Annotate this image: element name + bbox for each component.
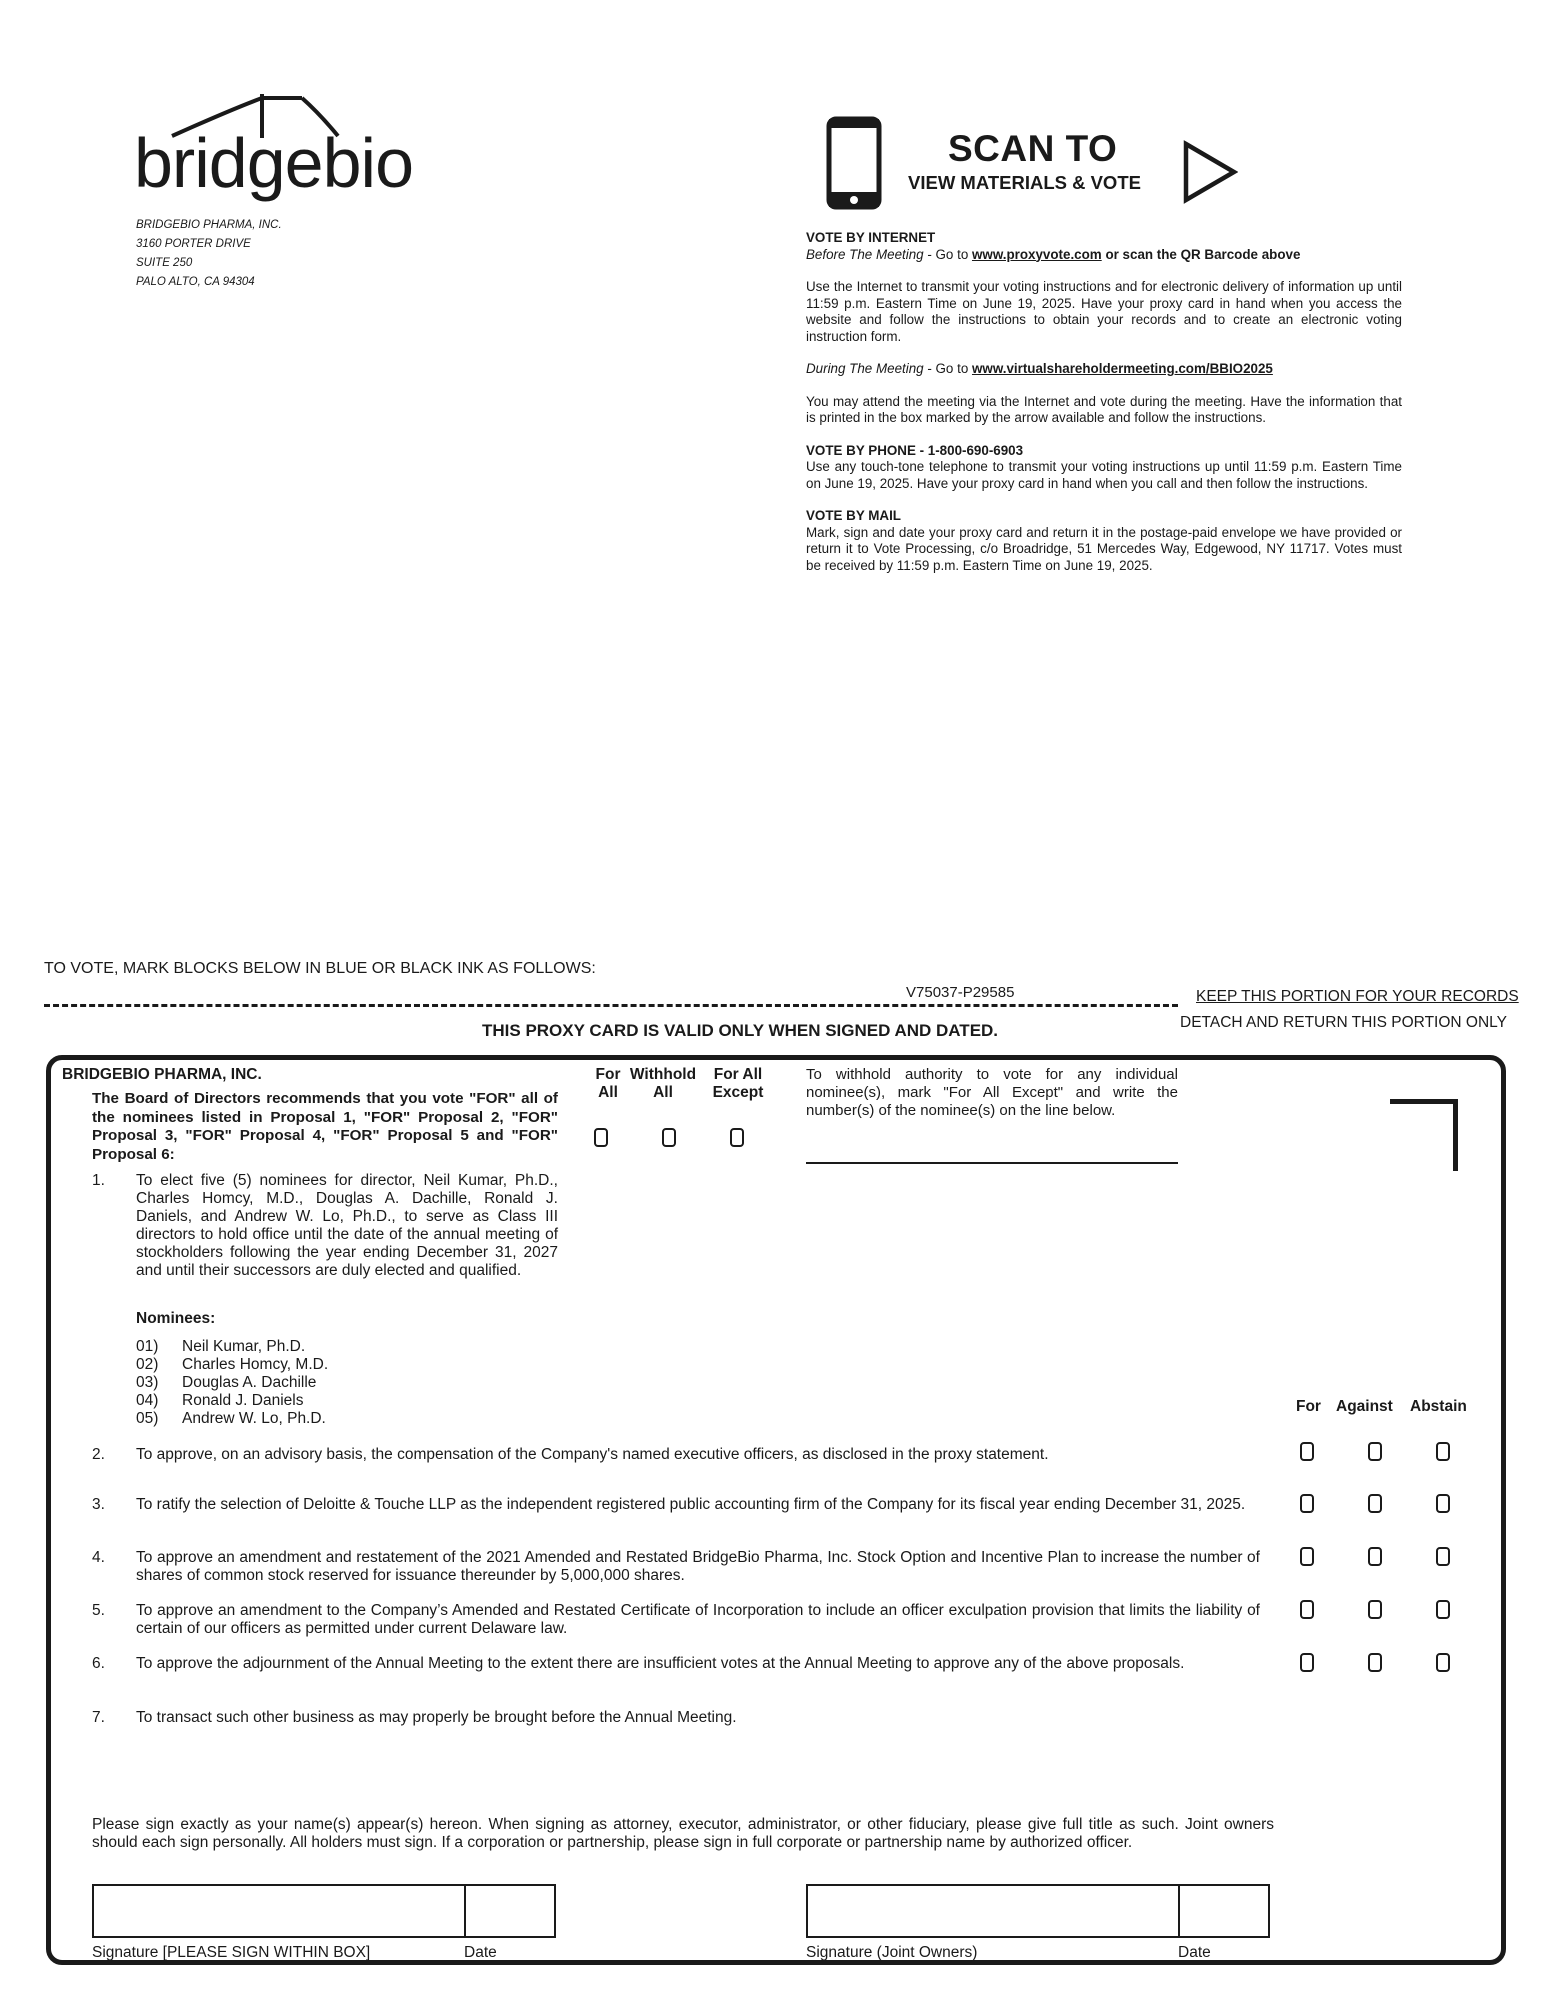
nominee-name: Douglas A. Dachille xyxy=(182,1374,317,1391)
proposal-2-text: To approve, on an advisory basis, the compensation of the Company's named executive officers, as disclosed in the proxy statement. xyxy=(136,1446,1049,1463)
proposal-6-text: To approve the adjournment of the Annual Meeting to the extent there are insufficient votes at the Annual Meeting to approve any of the above proposals. xyxy=(136,1655,1185,1672)
joint-signature-date-box[interactable] xyxy=(1178,1884,1270,1938)
proposal-2-against-checkbox[interactable] xyxy=(1368,1442,1382,1461)
mail-heading: VOTE BY MAIL xyxy=(806,508,901,523)
header-line: For xyxy=(595,1066,621,1083)
during-meeting-line xyxy=(806,361,1402,378)
during-body: You may attend the meeting via the Internet and vote during the meeting. Have the information that is printed in the box marked by the arrow available and follow the instructions. xyxy=(806,393,1402,425)
phone-heading: VOTE BY PHONE - 1-800-690-6903 xyxy=(806,442,1024,458)
nominee-name: Andrew W. Lo, Ph.D. xyxy=(182,1410,326,1427)
proposal-7-text: To transact such other business as may properly be brought before the Annual Meeting. xyxy=(136,1709,737,1726)
proposal-5-for-checkbox[interactable] xyxy=(1300,1600,1314,1619)
proposal-6-abstain-checkbox[interactable] xyxy=(1436,1653,1450,1672)
address-line: 3160 PORTER DRIVE xyxy=(136,238,251,250)
proposal-6-against-checkbox[interactable] xyxy=(1368,1653,1382,1672)
nominee-number: 03) xyxy=(136,1374,159,1391)
header-line: For All xyxy=(713,1066,763,1083)
proposal-3-abstain-checkbox[interactable] xyxy=(1436,1494,1450,1513)
for-all-checkbox[interactable] xyxy=(594,1128,608,1147)
withhold-note: To withhold authority to vote for any individual nominee(s), mark "For All Except" and write the number(s) of the nominee(s) on the line below. xyxy=(806,1066,1178,1119)
for-all-except-checkbox[interactable] xyxy=(730,1128,744,1147)
abstain-header: Abstain xyxy=(1410,1398,1467,1415)
mark-instruction: TO VOTE, MARK BLOCKS BELOW IN BLUE OR BLACK INK AS FOLLOWS: xyxy=(44,960,596,977)
proposal-4-against-checkbox[interactable] xyxy=(1368,1547,1382,1566)
proposal-2-number: 2. xyxy=(92,1446,105,1463)
nominee-name: Charles Homcy, M.D. xyxy=(182,1356,329,1373)
scan-qr-text: or scan the QR Barcode above xyxy=(1101,246,1301,262)
proposal-4-number: 4. xyxy=(92,1549,105,1566)
proposal-5-abstain-checkbox[interactable] xyxy=(1436,1600,1450,1619)
proposal-6-for-checkbox[interactable] xyxy=(1300,1653,1314,1672)
internet-body: Use the Internet to transmit your voting instructions and for electronic delivery of information up until 11:59 p.m. Eastern Time on June 19, 2025. Have your proxy card in hand when you access the website and follow the instructions to obtain your records and to create an electronic voting instruction form. xyxy=(806,279,1402,344)
nominee-number: 01) xyxy=(136,1338,159,1355)
nominee-number: 05) xyxy=(136,1410,159,1427)
for-header: For xyxy=(1296,1398,1321,1415)
company-logo: bridgebio xyxy=(134,124,413,202)
voting-instructions xyxy=(806,230,1402,574)
signature-box[interactable] xyxy=(92,1884,466,1938)
for-all-except-header xyxy=(706,1066,770,1102)
proposal-1-number: 1. xyxy=(92,1172,105,1189)
scan-subtitle: VIEW MATERIALS & VOTE xyxy=(908,172,1141,193)
proposal-2-for-checkbox[interactable] xyxy=(1300,1442,1314,1461)
withhold-all-header xyxy=(624,1066,702,1102)
corner-mark xyxy=(1390,1099,1458,1171)
date-label: Date xyxy=(464,1944,497,1961)
board-recommendation: The Board of Directors recommends that you vote "FOR" all of the nominees listed in Proposal 1, "FOR" Proposal 2, "FOR" Proposal 3, "FOR" Proposal 4, "FOR" Proposal 5 and "FOR" Proposal 6: xyxy=(92,1090,558,1163)
proposal-7-number: 7. xyxy=(92,1709,105,1726)
address-line: BRIDGEBIO PHARMA, INC. xyxy=(136,219,282,231)
proposal-6-number: 6. xyxy=(92,1655,105,1672)
control-id: V75037-P29585 xyxy=(906,984,1015,1001)
nominee-name: Ronald J. Daniels xyxy=(182,1392,304,1409)
joint-signature-label: Signature (Joint Owners) xyxy=(806,1944,978,1961)
proposal-4-text: To approve an amendment and restatement of the 2021 Amended and Restated BridgeBio Pharma, Inc. Stock Option and Incentive Plan to increase the number of shares of common stock reserved for issuance thereunder by 5,000,000 shares. xyxy=(136,1549,1260,1584)
before-label: Before The Meeting xyxy=(806,246,924,262)
nominee-exception-line[interactable] xyxy=(806,1162,1178,1164)
smartphone-icon xyxy=(826,116,882,210)
phone-body: Use any touch-tone telephone to transmit your voting instructions up until 11:59 p.m. Eastern Time on June 19, 2025. Have your proxy card in hand when you call and then follow the instructions. xyxy=(806,459,1402,491)
mail-body: Mark, sign and date your proxy card and return it in the postage-paid envelope we have provided or return it to Vote Processing, c/o Broadridge, 51 Mercedes Way, Edgewood, NY 11717. Votes must be received by 11:59 p.m. Eastern Time on June 19, 2025. xyxy=(806,524,1402,573)
scan-title: SCAN TO xyxy=(948,128,1118,169)
signing-instructions: Please sign exactly as your name(s) appear(s) hereon. When signing as attorney, executor, administrator, or other fiduciary, please give full title as such. Joint owners should each sign personally. All holders must sign. If a corporation or partnership, please sign in full corporate or partnership name by authorized officer. xyxy=(92,1816,1274,1851)
nominee-number: 02) xyxy=(136,1356,159,1373)
proxyvote-link[interactable]: www.proxyvote.com xyxy=(971,246,1102,262)
proposal-2-abstain-checkbox[interactable] xyxy=(1436,1442,1450,1461)
address-line: PALO ALTO, CA 94304 xyxy=(136,276,255,288)
proposal-5-number: 5. xyxy=(92,1602,105,1619)
go-to-text: - Go to xyxy=(923,246,972,262)
internet-heading: VOTE BY INTERNET xyxy=(806,230,936,245)
detach-line xyxy=(44,1004,1178,1007)
address-line: SUITE 250 xyxy=(136,257,193,269)
keep-portion-label: KEEP THIS PORTION FOR YOUR RECORDS xyxy=(1196,988,1519,1005)
proposal-4-abstain-checkbox[interactable] xyxy=(1436,1547,1450,1566)
signature-date-box[interactable] xyxy=(464,1884,556,1938)
during-label: During The Meeting xyxy=(806,361,924,376)
go-to-text: - Go to xyxy=(923,361,972,376)
withhold-all-checkbox[interactable] xyxy=(662,1128,676,1147)
proposal-3-text: To ratify the selection of Deloitte & Touche LLP as the independent registered public accounting firm of the Company for its fiscal year ending December 31, 2025. xyxy=(136,1496,1246,1513)
proposal-4-for-checkbox[interactable] xyxy=(1300,1547,1314,1566)
card-company-name: BRIDGEBIO PHARMA, INC. xyxy=(62,1066,262,1083)
nominee-name: Neil Kumar, Ph.D. xyxy=(182,1338,306,1355)
nominees-heading: Nominees: xyxy=(136,1310,216,1327)
signature-label: Signature [PLEASE SIGN WITHIN BOX] xyxy=(92,1944,371,1961)
proposal-3-against-checkbox[interactable] xyxy=(1368,1494,1382,1513)
proposal-5-text: To approve an amendment to the Company’s Amended and Restated Certificate of Incorporation to include an officer exculpation provision that limits the liability of certain of our officers as permitted under current Delaware law. xyxy=(136,1602,1260,1637)
valid-notice: THIS PROXY CARD IS VALID ONLY WHEN SIGNED AND DATED. xyxy=(482,1021,999,1040)
nominee-number: 04) xyxy=(136,1392,159,1409)
joint-date-label: Date xyxy=(1178,1944,1211,1961)
header-line: All xyxy=(653,1084,673,1101)
joint-signature-box[interactable] xyxy=(806,1884,1180,1938)
against-header: Against xyxy=(1336,1398,1393,1415)
before-meeting-line xyxy=(806,247,1402,264)
header-line: All xyxy=(598,1084,618,1101)
header-line: Withhold xyxy=(629,1066,697,1083)
proposal-3-for-checkbox[interactable] xyxy=(1300,1494,1314,1513)
company-address xyxy=(136,216,282,292)
detach-portion-label: DETACH AND RETURN THIS PORTION ONLY xyxy=(1180,1014,1507,1031)
proposal-5-against-checkbox[interactable] xyxy=(1368,1600,1382,1619)
for-all-header xyxy=(590,1066,626,1102)
header-line: Except xyxy=(712,1084,764,1101)
meeting-link[interactable]: www.virtualshareholdermeeting.com/BBIO2025 xyxy=(971,361,1273,376)
proposal-3-number: 3. xyxy=(92,1496,105,1513)
proposal-1-text: To elect five (5) nominees for director, Neil Kumar, Ph.D., Charles Homcy, M.D., Douglas A. Dachille, Ronald J. Daniels, and Andrew W. Lo, Ph.D., to serve as Class III directors to hold office until the date of the annual meeting of stockholders following the year ending December 31, 2027 and until their successors are duly elected and qualified. xyxy=(136,1172,558,1279)
arrow-right-icon xyxy=(1182,140,1238,204)
